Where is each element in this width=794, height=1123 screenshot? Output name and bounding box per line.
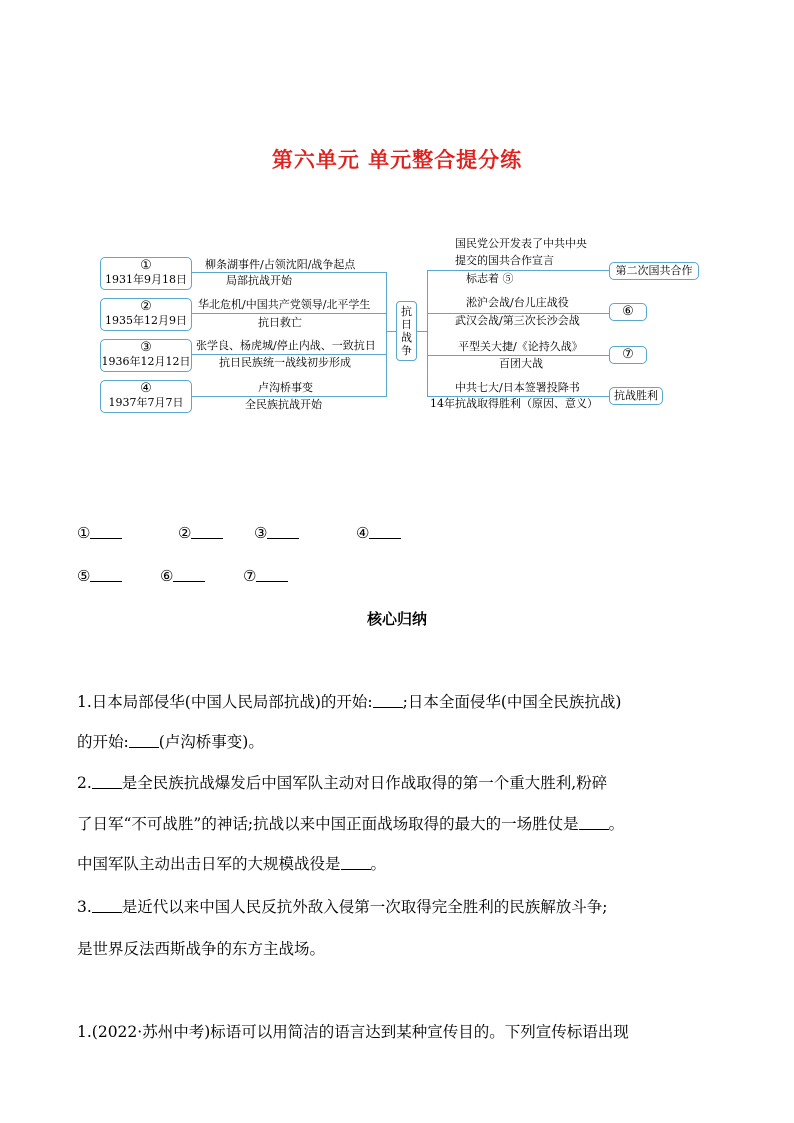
connector-line <box>192 272 386 273</box>
fill-blank[interactable] <box>341 855 371 870</box>
event-box-3 <box>100 339 192 372</box>
fill-blank[interactable] <box>92 774 122 789</box>
summary-item-3-line1: 3. 是近代以来中国人民反抗外敌入侵第一次取得完全胜利的民族解放斗争; <box>77 898 608 916</box>
event-number: ① <box>140 258 152 273</box>
stage-desc: 14年抗战取得胜利（原因、意义） <box>430 397 598 410</box>
event-number: ③ <box>140 340 152 355</box>
fill-blank[interactable] <box>129 733 159 748</box>
event-box-2 <box>100 298 192 331</box>
question-1: 1.(2022·苏州中考)标语可以用简洁的语言达到某种宣传目的。下列宣传标语出现 <box>77 1023 629 1041</box>
stage-desc: 国民党公开发表了中共中央 <box>455 237 587 250</box>
stage-desc: 中共七大/日本签署投降书 <box>455 381 580 394</box>
blank-number: ⑥ <box>160 567 174 585</box>
stage-box-1: 第二次国共合作 <box>609 262 699 280</box>
summary-item-2-line2: 了日军“不可战胜”的神话;抗战以来中国正面战场取得的最大的一场胜仗是 。 <box>77 815 625 833</box>
connector-line <box>427 355 609 356</box>
event-date: 1936年12月12日 <box>101 355 191 368</box>
event-box-1 <box>100 257 192 290</box>
blank-line[interactable] <box>90 524 122 539</box>
event-desc: 华北危机/中国共产党领导/北平学生 <box>198 298 371 311</box>
event-desc: 抗日救亡 <box>258 316 302 329</box>
fill-blank[interactable] <box>579 815 609 830</box>
summary-item-3-line2: 是世界反法西斯战争的东方主战场。 <box>77 940 326 958</box>
page-title: 第六单元 单元整合提分练 <box>271 148 523 172</box>
stage-desc: 标志着 ⑤ <box>466 272 514 285</box>
stage-desc: 武汉会战/第三次长沙会战 <box>455 314 580 327</box>
stage-desc: 提交的国共合作宣言 <box>455 254 554 267</box>
blank-line[interactable] <box>267 524 299 539</box>
connector-line <box>192 354 386 355</box>
center-topic: 抗日战争 <box>396 301 417 361</box>
answer-blank-6 <box>160 566 205 586</box>
connector-line <box>192 396 386 397</box>
blank-number: ⑤ <box>77 567 91 585</box>
blank-number: ① <box>77 524 91 542</box>
summary-item-2-line3: 中国军队主动出击日军的大规模战役是 。 <box>77 855 387 873</box>
event-date: 1935年12月9日 <box>105 314 187 327</box>
event-date: 1937年7月7日 <box>108 396 184 409</box>
right-center-connector <box>417 331 427 332</box>
left-bracket-line <box>386 272 387 397</box>
event-desc: 局部抗战开始 <box>226 274 292 287</box>
summary-item-1-line2: 的开始: (卢沟桥事变)。 <box>77 733 264 751</box>
answer-blank-7 <box>243 566 288 586</box>
event-desc: 全民族抗战开始 <box>245 398 322 411</box>
blank-line[interactable] <box>90 567 122 582</box>
event-number: ② <box>140 299 152 314</box>
answer-blank-4 <box>356 523 401 543</box>
blank-line[interactable] <box>369 524 401 539</box>
summary-item-1-line1: 1.日本局部侵华(中国人民局部抗战)的开始: ;日本全面侵华(中国全民族抗战) <box>77 693 622 711</box>
blank-line[interactable] <box>256 567 288 582</box>
stage-box-2: ⑥ <box>609 303 647 321</box>
answer-blank-3 <box>254 523 299 543</box>
right-bracket-line <box>427 270 428 396</box>
event-date: 1931年9月18日 <box>105 273 187 286</box>
stage-desc: 淞沪会战/台儿庄战役 <box>466 296 569 309</box>
blank-number: ③ <box>254 524 268 542</box>
summary-item-2-line1: 2. 是全民族抗战爆发后中国军队主动对日作战取得的第一个重大胜利,粉碎 <box>77 774 608 792</box>
fill-blank[interactable] <box>373 693 403 708</box>
knowledge-diagram <box>0 0 794 440</box>
stage-box-4: 抗战胜利 <box>609 387 663 405</box>
connector-line <box>427 270 609 271</box>
event-desc: 卢沟桥事变 <box>258 381 313 394</box>
blank-line[interactable] <box>191 524 223 539</box>
stage-desc: 百团大战 <box>499 357 543 370</box>
event-box-4 <box>100 380 192 413</box>
stage-box-3: ⑦ <box>609 346 647 364</box>
section-title: 核心归纳 <box>366 610 427 628</box>
fill-blank[interactable] <box>92 898 122 913</box>
event-number: ④ <box>140 381 152 396</box>
blank-number: ⑦ <box>243 567 257 585</box>
connector-line <box>192 313 386 314</box>
answer-blank-5 <box>77 566 122 586</box>
blank-number: ② <box>178 524 192 542</box>
blank-line[interactable] <box>173 567 205 582</box>
answer-blank-1 <box>77 523 122 543</box>
blank-number: ④ <box>356 524 370 542</box>
left-center-connector <box>386 331 396 332</box>
answer-blank-2 <box>178 523 223 543</box>
event-desc: 张学良、杨虎城/停止内战、一致抗日 <box>196 339 376 352</box>
event-desc: 抗日民族统一战线初步形成 <box>219 356 351 369</box>
event-desc: 柳条湖事件/占领沈阳/战争起点 <box>205 258 356 271</box>
stage-desc: 平型关大捷/《论持久战》 <box>458 340 583 353</box>
